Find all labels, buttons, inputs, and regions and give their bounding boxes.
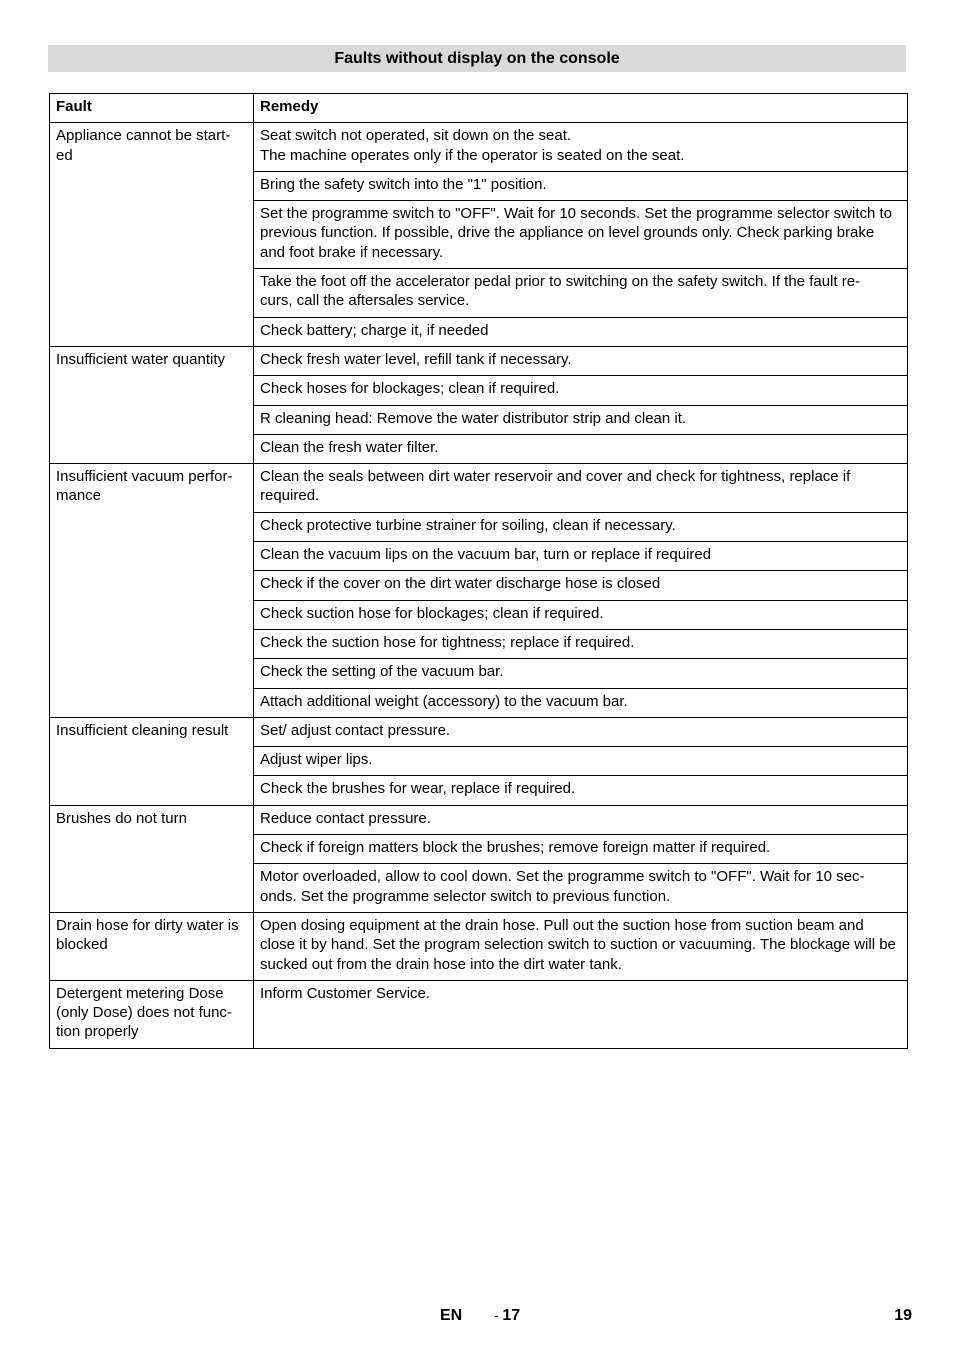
header-remedy: Remedy (254, 94, 908, 123)
fault-cell: Appliance cannot be start- ed (50, 123, 254, 347)
section-title: Faults without display on the console (48, 45, 906, 72)
remedy-cell: Check fresh water level, refill tank if necessary. (254, 346, 908, 375)
header-fault: Fault (50, 94, 254, 123)
remedy-cell: Check the setting of the vacuum bar. (254, 659, 908, 688)
remedy-cell: Check the brushes for wear, replace if required. (254, 776, 908, 805)
remedy-cell: Seat switch not operated, sit down on the seat. The machine operates only if the operator is seated on the seat. (254, 123, 908, 172)
table-row (50, 717, 908, 746)
table-body (50, 123, 908, 1048)
remedy-cell: Set/ adjust contact pressure. (254, 717, 908, 746)
footer-right-page-number: 19 (894, 1307, 912, 1324)
footer-page-value: 17 (502, 1307, 521, 1324)
remedy-cell: Check protective turbine strainer for soiling, clean if necessary. (254, 512, 908, 541)
remedy-cell: Attach additional weight (accessory) to the vacuum bar. (254, 688, 908, 717)
remedy-cell: Check battery; charge it, if needed (254, 317, 908, 346)
table-row (50, 464, 908, 513)
faults-table (49, 93, 908, 1049)
remedy-cell: Bring the safety switch into the "1" position. (254, 171, 908, 200)
table-row (50, 805, 908, 834)
footer-dash: - (494, 1308, 499, 1323)
remedy-cell: Set the programme switch to "OFF". Wait for 10 seconds. Set the programme selector switch to previous function. If possible, drive the appliance on level grounds only. Check parking brake and foot brake if necessary. (254, 201, 908, 269)
remedy-cell: Check suction hose for blockages; clean if required. (254, 600, 908, 629)
fault-cell: Insufficient vacuum perfor- mance (50, 464, 254, 718)
remedy-cell: Clean the seals between dirt water reservoir and cover and check for tightness, replace if required. (254, 464, 908, 513)
table-row (50, 980, 908, 1048)
remedy-cell: Check the suction hose for tightness; replace if required. (254, 629, 908, 658)
remedy-cell: Check if the cover on the dirt water discharge hose is closed (254, 571, 908, 600)
table-row (50, 346, 908, 375)
footer-language: EN (440, 1307, 463, 1324)
remedy-cell: Reduce contact pressure. (254, 805, 908, 834)
fault-cell: Insufficient cleaning result (50, 717, 254, 805)
remedy-cell: Check if foreign matters block the brushes; remove foreign matter if required. (254, 835, 908, 864)
remedy-cell: Take the foot off the accelerator pedal prior to switching on the safety switch. If the fault re- curs, call the aftersales service. (254, 269, 908, 318)
remedy-cell: Check hoses for blockages; clean if required. (254, 376, 908, 405)
table-row (50, 912, 908, 980)
fault-cell: Insufficient water quantity (50, 346, 254, 463)
fault-cell: Drain hose for dirty water is blocked (50, 912, 254, 980)
table-row (50, 123, 908, 172)
remedy-cell: Adjust wiper lips. (254, 747, 908, 776)
table-header-row (50, 94, 908, 123)
fault-cell: Detergent metering Dose (only Dose) does not func- tion properly (50, 980, 254, 1048)
remedy-cell: R cleaning head: Remove the water distributor strip and clean it. (254, 405, 908, 434)
remedy-cell: Open dosing equipment at the drain hose. Pull out the suction hose from suction beam and close it by hand. Set the program selection switch to suction or vacuuming. The blockage will be sucked out from the drain hose into the dirt water tank. (254, 912, 908, 980)
footer-page-number (494, 1307, 520, 1325)
fault-cell: Brushes do not turn (50, 805, 254, 912)
remedy-cell: Clean the fresh water filter. (254, 434, 908, 463)
remedy-cell: Motor overloaded, allow to cool down. Set the programme switch to "OFF". Wait for 10 sec- onds. Set the programme selector switch to previous function. (254, 864, 908, 913)
remedy-cell: Clean the vacuum lips on the vacuum bar, turn or replace if required (254, 542, 908, 571)
remedy-cell: Inform Customer Service. (254, 980, 908, 1048)
